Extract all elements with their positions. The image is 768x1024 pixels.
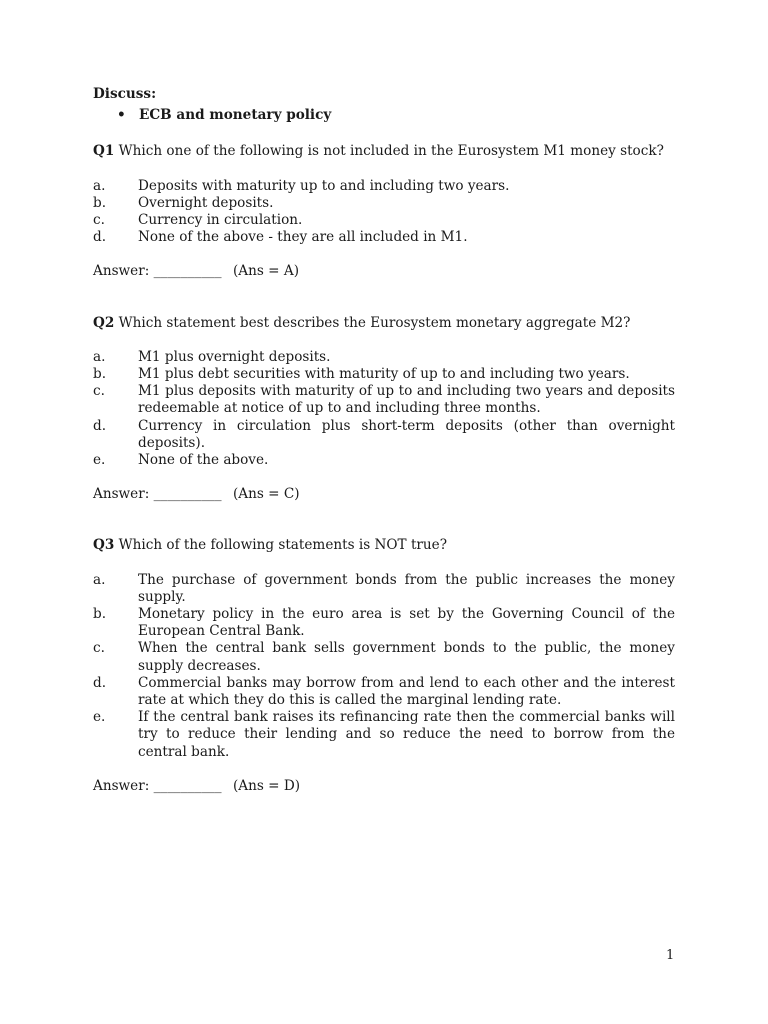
bullet-icon: •	[117, 107, 126, 124]
topic-bullet-item	[117, 107, 675, 124]
option-letter: c.	[93, 212, 105, 229]
option-letter: d.	[93, 417, 107, 434]
question-block-1	[93, 143, 675, 280]
option-letter: c.	[93, 640, 105, 657]
option-text: Currency in circulation plus short-term deposits (other than overnight deposits).	[138, 417, 675, 451]
option-item	[93, 640, 675, 674]
answer-line-2	[93, 486, 675, 503]
option-item	[93, 418, 675, 452]
discuss-heading: Discuss:	[93, 86, 157, 102]
answer-value: (Ans = C)	[233, 486, 300, 503]
question-1-prompt: Which one of the following is not included in the Eurosystem M1 money stock?	[114, 143, 664, 160]
option-text: Deposits with maturity up to and including two years.	[138, 177, 510, 194]
question-block-3	[93, 537, 675, 795]
question-3-prompt: Which of the following statements is NOT true?	[114, 537, 447, 554]
option-text: Overnight deposits.	[138, 194, 274, 211]
question-1-text	[93, 143, 675, 160]
option-letter: c.	[93, 383, 105, 400]
answer-label: Answer: __________	[93, 777, 222, 794]
option-text: Currency in circulation.	[138, 212, 303, 229]
option-item	[93, 212, 675, 229]
option-letter: a.	[93, 571, 106, 588]
answer-value: (Ans = D)	[233, 777, 301, 794]
question-2-prompt: Which statement best describes the Eurosystem monetary aggregate M2?	[114, 314, 631, 331]
option-text: None of the above - they are all included in M1.	[138, 229, 468, 246]
answer-line-3	[93, 778, 675, 795]
option-text: The purchase of government bonds from the public increases the money supply.	[138, 571, 675, 605]
answer-line-1	[93, 263, 675, 280]
option-letter: e.	[93, 709, 106, 726]
option-item	[93, 606, 675, 640]
option-text: M1 plus deposits with maturity of up to and including two years and deposits redeemable at notice of up to and including three months.	[138, 383, 675, 417]
option-letter: b.	[93, 194, 107, 211]
option-item	[93, 229, 675, 246]
option-item	[93, 366, 675, 383]
option-text: Commercial banks may borrow from and lend to each other and the interest rate at which they do this is called the marginal lending rate.	[138, 674, 675, 709]
option-text: Monetary policy in the euro area is set by the Governing Council of the European Central Bank.	[138, 606, 675, 640]
option-letter: b.	[93, 366, 107, 383]
question-3-number: Q3	[93, 537, 115, 554]
option-item	[93, 572, 675, 606]
option-letter: e.	[93, 452, 106, 469]
option-letter: a.	[93, 177, 106, 194]
question-block-2	[93, 315, 675, 504]
option-item	[93, 383, 675, 417]
option-item	[93, 675, 675, 709]
option-letter: d.	[93, 229, 107, 246]
document-page	[93, 86, 675, 795]
option-item	[93, 349, 675, 366]
option-letter: d.	[93, 674, 107, 691]
option-text: When the central bank sells government bonds to the public, the money supply decreases.	[138, 640, 675, 674]
topic-text: ECB and monetary policy	[139, 107, 332, 124]
option-letter: a.	[93, 348, 106, 365]
page-number: 1	[666, 948, 675, 963]
option-item	[93, 195, 675, 212]
option-letter: b.	[93, 606, 107, 623]
question-3-text	[93, 537, 675, 554]
option-text: M1 plus debt securities with maturity of up to and including two years.	[138, 366, 630, 383]
answer-label: Answer: __________	[93, 263, 222, 280]
question-1-number: Q1	[93, 143, 115, 160]
option-text: M1 plus overnight deposits.	[138, 348, 331, 365]
option-item	[93, 452, 675, 469]
option-text: None of the above.	[138, 452, 269, 469]
answer-label: Answer: __________	[93, 486, 222, 503]
question-2-text	[93, 315, 675, 332]
option-text: If the central bank raises its refinancing rate then the commercial banks will try to reduce their lending and so reduce the need to borrow from the central bank.	[138, 709, 675, 760]
option-item	[93, 709, 675, 761]
option-item	[93, 178, 675, 195]
question-2-number: Q2	[93, 314, 115, 331]
answer-value: (Ans = A)	[233, 263, 300, 280]
